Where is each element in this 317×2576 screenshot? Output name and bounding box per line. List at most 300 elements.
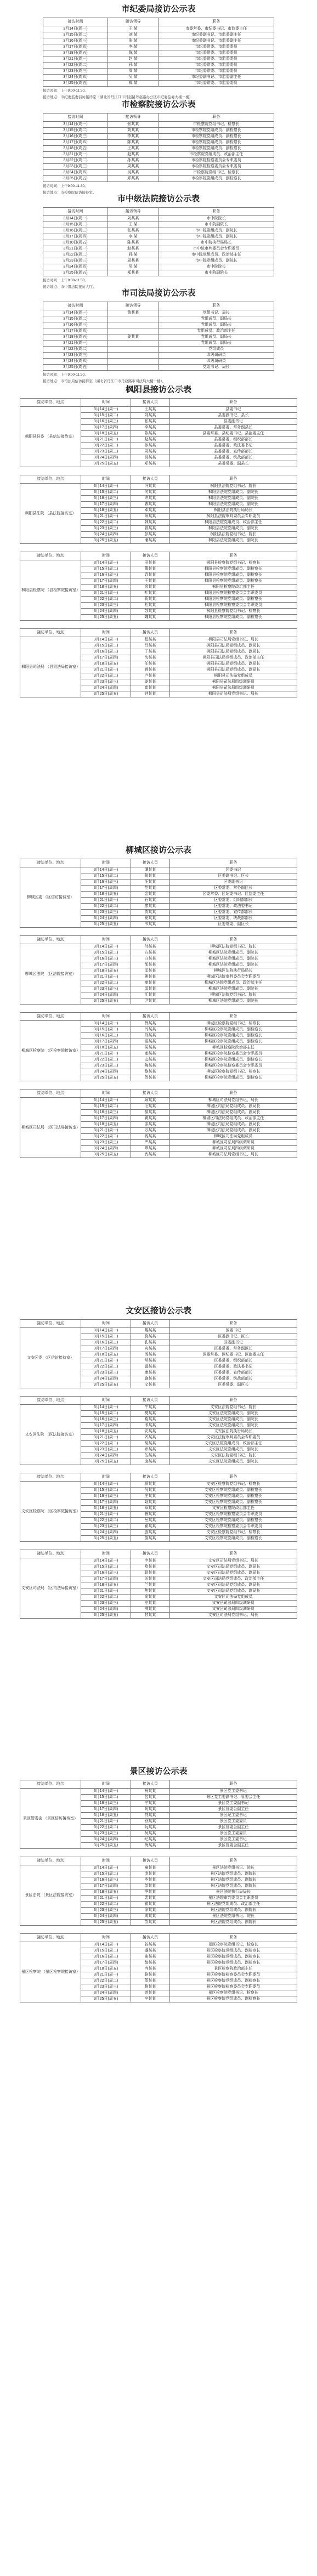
position-cell: 景区党工委委员: [169, 1819, 297, 1825]
column-header: 时间: [81, 1550, 131, 1558]
date-cell: 3月21日(周一): [43, 246, 108, 252]
position-cell: 市中院副院长: [158, 222, 274, 228]
table-row: [20, 1098, 297, 1104]
position-cell: 景区党工委副书记、管委会主任: [169, 1795, 297, 1801]
section-title: 市检察院接访公示表: [121, 100, 196, 109]
column-header: 接访领导: [107, 208, 158, 216]
date-cell: 3月25日(周五): [81, 1382, 131, 1388]
position-cell: 区委常委、组织部部长: [169, 898, 297, 904]
position-cell: 文安区法院党组成员、副院长: [169, 1447, 297, 1453]
date-cell: 3月24日(周四): [81, 992, 131, 998]
leader-cell: 付某某: [131, 944, 169, 950]
date-cell: 3月17日(周四): [81, 1116, 131, 1122]
date-cell: 3月16日(周三): [81, 1110, 131, 1116]
date-cell: 3月18日(周五): [81, 1582, 131, 1588]
position-cell: 区委常委、区纪委书记、区监委主任: [169, 892, 297, 898]
leader-cell: 康某某: [131, 1370, 169, 1376]
leader-cell: 詹某某: [131, 1536, 169, 1542]
unit-location-cell: 文安区检察院 （区检察院接访室）: [20, 1482, 81, 1542]
date-cell: 3月23日(周三): [81, 986, 131, 992]
table-header-row: [20, 1550, 297, 1558]
note-text: 接访地点：市中级法院接访大厅。: [43, 285, 97, 289]
table-row: [43, 44, 274, 50]
position-cell: 市检察院检察委员会专职委员: [158, 164, 274, 170]
leader-cell: 魏某某: [131, 615, 169, 621]
table-row: [43, 328, 274, 334]
position-cell: 区委副书记、区长: [169, 1334, 297, 1340]
wen_an-section: [20, 1305, 297, 1626]
leader-cell: 覃某某: [131, 1146, 169, 1152]
unit-schedule-table: [20, 1550, 297, 1619]
procuratorate-section: [43, 99, 274, 195]
section-title: 景区接访公示表: [129, 1767, 188, 1776]
table-row: [20, 1865, 297, 1871]
leader-cell: 宁某某: [131, 1801, 169, 1807]
leader-cell: 温某某: [131, 1364, 169, 1370]
date-cell: 3月16日(周三): [81, 419, 131, 425]
table-header-row: [20, 1934, 297, 1942]
position-cell: 枫阳县司法局党组成员、副局长: [169, 661, 297, 667]
date-cell: 3月18日(周五): [81, 661, 131, 667]
date-cell: 3月25日(周五): [43, 270, 108, 276]
position-cell: 市纪委常委、市监委委员: [158, 63, 274, 69]
leader-cell: 王某某: [107, 146, 158, 152]
position-cell: 区委书记: [169, 1328, 297, 1334]
date-cell: 3月25日(周五): [43, 81, 108, 87]
date-cell: 3月17日(周四): [81, 502, 131, 508]
unit-location-cell: 景区检察院 （景区检察院接访室）: [20, 1942, 81, 2002]
unit-schedule-table: [20, 1933, 297, 2002]
position-cell: 枫阳县法院党组成员、副院长: [169, 496, 297, 502]
leader-cell: 梅某某: [131, 1843, 169, 1849]
position-cell: 区委副书记: [169, 880, 297, 886]
date-cell: 3月23日(周三): [81, 1447, 131, 1453]
date-cell: 3月17日(周四): [81, 425, 131, 431]
leader-cell: 李某某: [131, 425, 169, 431]
date-cell: 3月22日(周二): [43, 347, 108, 353]
column-header: 职务: [169, 1090, 297, 1098]
column-header: 接访人员: [131, 1857, 169, 1865]
leader-cell: 廖某某: [131, 904, 169, 910]
table-header-row: [20, 1013, 297, 1021]
position-cell: 柳城区司法局四级调研员: [169, 1140, 297, 1146]
leader-cell: 刘某某: [107, 128, 158, 134]
leader-cell: 邓某某: [131, 508, 169, 514]
leader-cell: 吴某某: [107, 170, 158, 176]
leader-cell: 郑某某: [107, 176, 158, 182]
position-cell: 市纪委常委、市监委委员: [158, 69, 274, 75]
table-row: [43, 122, 274, 128]
date-cell: 3月21日(周一): [43, 152, 108, 158]
column-header: 接访时间: [43, 114, 108, 122]
leader-cell: 倪某某: [131, 1488, 169, 1494]
leader-cell: 赵某某: [131, 437, 169, 443]
leader-cell: 柳某某: [131, 1607, 169, 1613]
table-row: [43, 347, 274, 353]
leader-cell: 石某某: [131, 898, 169, 904]
position-cell: 市纪委常委、市监委委员: [158, 44, 274, 50]
date-cell: 3月21日(周一): [81, 1512, 131, 1518]
leader-cell: 姚某某: [131, 667, 169, 673]
table-row: [43, 63, 274, 69]
leader-cell: 庄某某: [131, 1494, 169, 1500]
table-row: [43, 216, 274, 222]
column-header: 接访单位、地点: [20, 629, 81, 637]
table-row: [43, 240, 274, 246]
fengyang-section: [20, 384, 297, 705]
position-cell: 市检察院党组成员、副检察长: [158, 140, 274, 146]
section-title: 市中级法院接访公示表: [117, 195, 200, 203]
unit-schedule-table: [20, 1857, 297, 1926]
position-cell: 景区法院党组成员、副院长: [169, 1877, 297, 1883]
leader-cell: 汤某某: [131, 1352, 169, 1358]
position-cell: 党组成员: [158, 347, 274, 353]
date-cell: 3月21日(周一): [81, 1896, 131, 1902]
leader-cell: 龚某某: [131, 1116, 169, 1122]
leader-cell: 郝某某: [131, 1110, 169, 1116]
table-header-row: [43, 114, 274, 122]
date-cell: 3月17日(周四): [81, 1423, 131, 1429]
leader-cell: 岳某某: [131, 1518, 169, 1524]
table-row: [20, 1942, 297, 1948]
section-title: 市司法局接访公示表: [121, 289, 196, 298]
date-cell: 3月23日(周三): [43, 258, 108, 264]
column-header: 接访领导: [107, 114, 158, 122]
table-row: [43, 365, 274, 371]
date-cell: 3月15日(周二): [81, 1027, 131, 1033]
column-header: 职务: [169, 1320, 297, 1328]
column-header: 职务: [158, 114, 274, 122]
table-header-row: [20, 1090, 297, 1098]
leader-cell: 孙 某: [107, 63, 158, 69]
date-cell: 3月16日(周三): [43, 134, 108, 140]
leader-cell: 卢某某: [131, 673, 169, 679]
leader-cell: 乔某某: [131, 1447, 169, 1453]
leader-cell: 于某某: [131, 578, 169, 585]
date-cell: 3月22日(周二): [81, 1595, 131, 1601]
date-cell: 3月22日(周二): [81, 1825, 131, 1831]
date-cell: 3月24日(周四): [81, 1990, 131, 1996]
leader-cell: 孔某某: [131, 1340, 169, 1346]
leader-cell: 鲁某某: [131, 1512, 169, 1518]
position-cell: 市中院院长: [158, 216, 274, 222]
date-cell: 3月23日(周三): [81, 603, 131, 609]
leader-cell: 阮某某: [131, 1825, 169, 1831]
position-cell: 文安区司法局四级调研员: [169, 1607, 297, 1613]
leader-cell: 王 某: [107, 26, 158, 32]
date-cell: 3月24日(周四): [81, 455, 131, 461]
date-cell: 3月23日(周三): [81, 1140, 131, 1146]
leader-cell: 方某某: [131, 950, 169, 956]
date-cell: 3月24日(周四): [81, 1530, 131, 1536]
position-cell: 枫阳县检察院党组成员、副检察长: [169, 597, 297, 603]
date-cell: 3月16日(周三): [81, 956, 131, 962]
leader-cell: 章某某: [131, 1506, 169, 1512]
position-cell: 区委常委、统战部部长: [169, 916, 297, 922]
position-cell: 景区管委会副主任: [169, 1843, 297, 1849]
date-cell: 3月16日(周三): [81, 1340, 131, 1346]
unit-location-cell: 柳城区法院 （区法院接访室）: [20, 944, 81, 1005]
position-cell: 文安区司法局党组成员、副局长: [169, 1564, 297, 1570]
position-cell: 柳城区检察院党组书记、检察长: [169, 1069, 297, 1075]
position-cell: 市纪委副书记、市监委副主任: [158, 38, 274, 44]
date-cell: 3月15日(周二): [81, 1104, 131, 1110]
leader-cell: 李某某: [107, 134, 158, 140]
leader-cell: 武某某: [131, 1152, 169, 1158]
leader-cell: 陶某某: [131, 1063, 169, 1069]
leader-cell: 万某某: [131, 1128, 169, 1134]
position-cell: 柳城区检察院党组成员、副检察长: [169, 1057, 297, 1063]
date-cell: 3月16日(周三): [81, 1417, 131, 1423]
position-cell: 区委常委、宣传部部长: [169, 910, 297, 916]
leader-cell: 凌某某: [131, 1871, 169, 1877]
date-cell: 3月23日(周三): [81, 449, 131, 455]
leader-cell: 顾某某: [131, 1098, 169, 1104]
table-row: [20, 1021, 297, 1027]
table-row: [43, 81, 274, 87]
date-cell: 3月22日(周二): [81, 1441, 131, 1447]
position-cell: 市检察院党组成员、副检察长: [158, 146, 274, 152]
date-cell: 3月17日(周四): [81, 886, 131, 892]
note-text: 接访时间：上午9:00-11:30。: [43, 89, 88, 93]
date-cell: 3月23日(周三): [81, 910, 131, 916]
leader-cell: 潘某某: [131, 538, 169, 544]
position-cell: 景区管委会副主任: [169, 1825, 297, 1831]
leader-cell: 杜某某: [131, 603, 169, 609]
date-cell: 3月14日(周一): [81, 1789, 131, 1795]
date-cell: 3月15日(周二): [43, 128, 108, 134]
column-header: 职务: [169, 399, 297, 407]
position-cell: 柳城区司法局党组成员、副局长: [169, 1128, 297, 1134]
position-cell: 文安区检察院检察委员会专职委员: [169, 1524, 297, 1530]
position-cell: 文安区司法局党组成员: [169, 1595, 297, 1601]
position-cell: 枫阳县司法局党组书记、局长: [169, 637, 297, 643]
position-cell: 区委副书记、区长: [169, 873, 297, 880]
position-cell: 市中院院长: [158, 264, 274, 270]
date-cell: 3月18日(周五): [43, 50, 108, 56]
leader-cell: 谷某某: [131, 1942, 169, 1948]
position-cell: 市纪委常委、市监委委员: [158, 81, 274, 87]
leader-cell: 孟某某: [131, 968, 169, 974]
position-cell: 柳城区法院审判委员会专职委员: [169, 974, 297, 980]
position-cell: 文安区法院党组书记、院长: [169, 1405, 297, 1411]
position-cell: 景区法院党组书记、院长: [169, 1865, 297, 1871]
date-cell: 3月24日(周四): [43, 359, 108, 365]
position-cell: 枫阳县法院党组成员、副院长: [169, 490, 297, 496]
leader-cell: 孙 某: [107, 252, 158, 258]
column-header: 接访人员: [131, 936, 169, 944]
position-cell: 柳城区法院党组成员、副院长: [169, 950, 297, 956]
date-cell: 3月22日(周二): [43, 252, 108, 258]
column-header: 职务: [169, 1013, 297, 1021]
table-header-row: [20, 629, 297, 637]
leader-cell: 苏某某: [131, 609, 169, 615]
table-row: [43, 310, 274, 316]
position-cell: 枫阳县法院党组成员、副院长: [169, 502, 297, 508]
date-cell: 3月24日(周四): [81, 1837, 131, 1843]
position-cell: 文安区司法局党组成员、副局长: [169, 1570, 297, 1576]
leader-cell: 邵某某: [131, 1122, 169, 1128]
position-cell: 区委常委、组织部部长: [169, 1358, 297, 1364]
leader-cell: 熊某某: [131, 974, 169, 980]
position-cell: 柳城区司法局党组成员、政治部主任: [169, 1116, 297, 1122]
section-title: 柳城区接访公示表: [125, 846, 191, 855]
position-cell: 景区法院党组成员、副院长: [169, 1871, 297, 1877]
column-header: 时间: [81, 1857, 131, 1865]
leader-cell: 薛某某: [131, 1021, 169, 1027]
table-row: [43, 228, 274, 234]
leader-cell: 齐某某: [131, 1435, 169, 1441]
position-cell: 柳城区法院执行局局长: [169, 968, 297, 974]
leader-cell: 程某某: [131, 637, 169, 643]
date-cell: 3月21日(周一): [81, 1358, 131, 1364]
table-row: [43, 264, 274, 270]
date-cell: 3月24日(周四): [81, 1607, 131, 1613]
date-cell: 3月22日(周二): [81, 1134, 131, 1140]
position-cell: 文安区司法局四级调研员: [169, 1601, 297, 1607]
column-header: 接访单位、地点: [20, 1013, 81, 1021]
table-row: [43, 75, 274, 81]
date-cell: 3月23日(周三): [81, 1524, 131, 1530]
leader-cell: 刘某某: [131, 413, 169, 419]
position-cell: 景区检察院党组书记、检察长: [169, 1990, 297, 1996]
position-cell: 文安区司法局党组成员、政治部主任: [169, 1576, 297, 1582]
position-cell: 市纪委常委、市监委委员: [158, 56, 274, 63]
date-cell: 3月18日(周五): [81, 585, 131, 591]
date-cell: 3月15日(周二): [81, 1948, 131, 1954]
position-cell: 县委常委、政法委书记: [169, 443, 297, 449]
position-cell: 区委常委、区纪委书记、区监委主任: [169, 1352, 297, 1358]
leader-cell: 周某某: [131, 449, 169, 455]
table-row: [43, 170, 274, 176]
table-row: [43, 56, 274, 63]
position-cell: 县委书记: [169, 407, 297, 413]
position-cell: 柳城区法院党组成员、副院长: [169, 962, 297, 968]
date-cell: 3月15日(周二): [81, 1488, 131, 1494]
column-header: 接访人员: [131, 1550, 169, 1558]
date-cell: 3月21日(周一): [81, 1128, 131, 1134]
leader-cell: 戴某某: [131, 1328, 169, 1334]
date-cell: 3月18日(周五): [43, 334, 108, 341]
jingqu-section: [20, 1766, 297, 2010]
table-row: [20, 867, 297, 873]
date-cell: 3月16日(周三): [81, 880, 131, 886]
position-cell: 市中院党组成员、副院长: [158, 228, 274, 234]
date-cell: 3月25日(周五): [81, 998, 131, 1005]
column-header: 职务: [169, 552, 297, 560]
leader-cell: 陈某某: [107, 140, 158, 146]
position-cell: 党组成员、副局长: [158, 334, 274, 341]
leader-cell: 余某某: [131, 585, 169, 591]
position-cell: 枫阳县检察院党组书记、检察长: [169, 560, 297, 566]
position-cell: 枫阳县法院审判委员会专职委员: [169, 514, 297, 520]
date-cell: 3月18日(周五): [81, 1506, 131, 1512]
leader-cell: 翁某某: [131, 1960, 169, 1966]
leader-cell: 苗某某: [131, 1920, 169, 1926]
position-cell: 柳城区检察院检察委员会专职委员: [169, 1051, 297, 1057]
date-cell: 3月17日(周四): [81, 962, 131, 968]
date-cell: 3月17日(周四): [81, 1346, 131, 1352]
leader-cell: 曾某某: [131, 526, 169, 532]
date-cell: 3月25日(周五): [81, 461, 131, 467]
column-header: 接访人员: [131, 859, 169, 867]
date-cell: 3月24日(周四): [81, 685, 131, 691]
leader-cell: 彭某某: [131, 532, 169, 538]
unit-schedule-table: [20, 1473, 297, 1542]
position-cell: 文安区法院党组成员、副院长: [169, 1411, 297, 1417]
date-cell: 3月25日(周五): [81, 1996, 131, 2002]
schedule-table: [43, 113, 274, 182]
date-cell: 3月17日(周四): [43, 234, 108, 240]
column-header: 时间: [81, 629, 131, 637]
date-cell: 3月14日(周一): [81, 1098, 131, 1104]
leader-cell: 路某某: [131, 1984, 169, 1990]
leader-cell: 赵 某: [107, 56, 158, 63]
column-header: 职务: [169, 859, 297, 867]
date-cell: 3月22日(周二): [81, 673, 131, 679]
date-cell: 3月21日(周一): [81, 1051, 131, 1057]
leader-cell: 易某某: [131, 1441, 169, 1447]
date-cell: 3月18日(周五): [81, 508, 131, 514]
date-cell: 3月25日(周五): [81, 538, 131, 544]
leader-cell: 陈某某: [107, 240, 158, 246]
leader-cell: 陈某某: [131, 431, 169, 437]
leader-cell: 焦某某: [131, 1588, 169, 1595]
column-header: 接访领导: [107, 18, 158, 26]
unit-location-cell: 柳城区司法局 （区司法局接访室）: [20, 1098, 81, 1158]
leader-cell: [107, 328, 158, 334]
date-cell: 3月18日(周五): [81, 1352, 131, 1358]
date-cell: 3月23日(周三): [43, 164, 108, 170]
position-cell: 景区检察院检察委员会专职委员: [169, 1972, 297, 1978]
leader-cell: 夏某某: [131, 916, 169, 922]
position-cell: 枫阳县司法局四级调研员: [169, 679, 297, 685]
leader-cell: [107, 353, 158, 359]
date-cell: 3月17日(周四): [43, 140, 108, 146]
leader-cell: 赵某某: [107, 152, 158, 158]
column-header: 职务: [169, 1934, 297, 1942]
position-cell: 景区纪工委书记: [169, 1813, 297, 1819]
schedule-table: [43, 207, 274, 276]
date-cell: 3月23日(周三): [81, 1370, 131, 1376]
date-cell: 3月24日(周四): [43, 75, 108, 81]
table-row: [43, 341, 274, 347]
table-header-row: [20, 399, 297, 407]
date-cell: 3月21日(周一): [43, 341, 108, 347]
position-cell: 文安区法院党组成员、副院长: [169, 1459, 297, 1465]
date-cell: 3月23日(周三): [81, 1063, 131, 1069]
leader-cell: 范某某: [131, 886, 169, 892]
table-row: [43, 140, 274, 146]
table-row: [20, 1405, 297, 1411]
table-header-row: [20, 859, 297, 867]
leader-cell: 周某某: [107, 258, 158, 264]
date-cell: 3月18日(周五): [43, 240, 108, 246]
date-cell: 3月25日(周五): [43, 365, 108, 371]
table-header-row: [20, 1780, 297, 1789]
leader-cell: 俞某某: [131, 1595, 169, 1601]
position-cell: 景区检察院政治部主任: [169, 1966, 297, 1972]
leader-cell: 崔某某: [131, 685, 169, 691]
position-cell: 区委常委、统战部部长: [169, 1376, 297, 1382]
date-cell: 3月23日(周三): [81, 1908, 131, 1914]
leader-cell: 左某某: [131, 1601, 169, 1607]
column-header: 接访时间: [43, 18, 108, 26]
leader-cell: 叶某某: [131, 591, 169, 597]
leader-cell: 刘 某: [107, 32, 158, 38]
table-row: [43, 152, 274, 158]
position-cell: 县委常委、宣传部部长: [169, 449, 297, 455]
